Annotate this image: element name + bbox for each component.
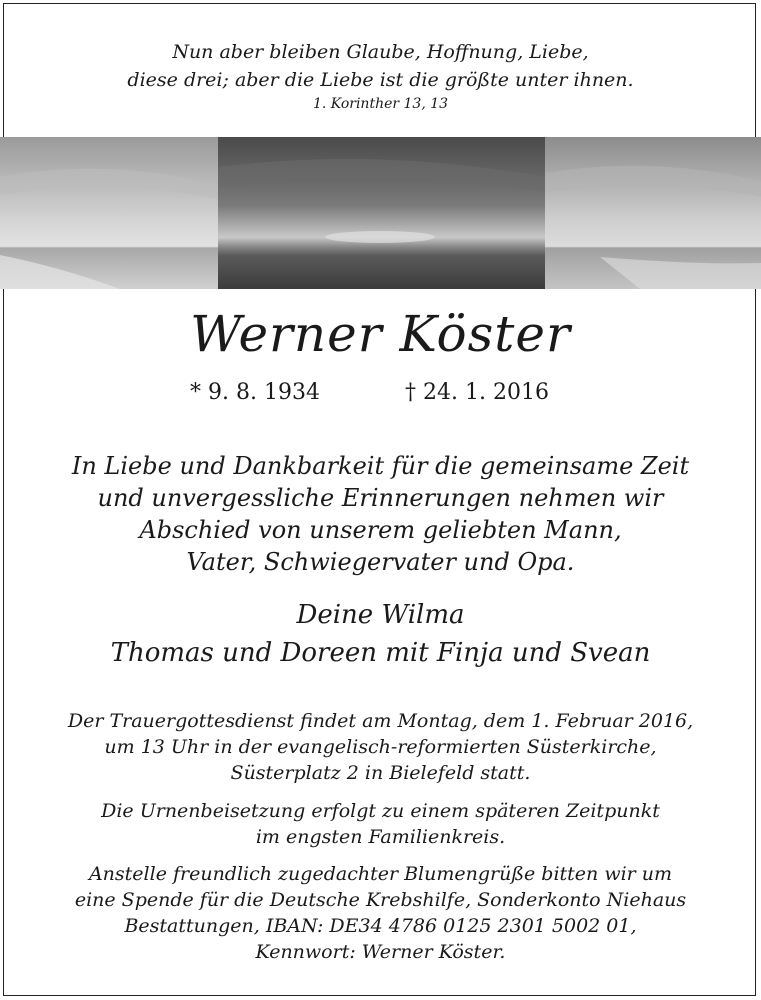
verse-reference: 1. Korinther 13, 13 xyxy=(312,96,449,112)
mourner-line: Thomas und Doreen mit Finja und Svean xyxy=(110,638,651,668)
message-line: Vater, Schwiegervater und Opa. xyxy=(186,548,575,576)
service-line: Süsterplatz 2 in Bielefeld statt. xyxy=(230,762,531,784)
birth-date: * 9. 8. 1934 xyxy=(190,380,320,405)
donation-line: eine Spende für die Deutsche Krebshilfe, Sonderkonto Niehaus xyxy=(74,889,687,911)
mourner-line: Deine Wilma xyxy=(296,600,465,630)
burial-line: Die Urnenbeisetzung erfolgt zu einem späteren Zeitpunkt xyxy=(101,800,660,822)
verse-line: diese drei; aber die Liebe ist die größte unter ihnen. xyxy=(127,69,634,91)
sea-photo-banner xyxy=(0,137,761,289)
seascape-image xyxy=(0,137,761,289)
burial-info xyxy=(0,798,761,850)
mourners xyxy=(0,596,761,672)
farewell-message xyxy=(0,450,761,578)
burial-line: im engsten Familienkreis. xyxy=(255,826,506,848)
message-line: und unvergessliche Erinnerungen nehmen wir xyxy=(97,484,664,512)
service-info xyxy=(0,708,761,786)
donation-line: Kennwort: Werner Köster. xyxy=(255,941,506,963)
donation-line: Anstelle freundlich zugedachter Blumengrüße bitten wir um xyxy=(88,863,673,885)
deceased-name: Werner Köster xyxy=(190,305,571,363)
death-date: † 24. 1. 2016 xyxy=(405,380,549,405)
message-line: Abschied von unserem geliebten Mann, xyxy=(139,516,622,544)
donation-info xyxy=(0,861,761,965)
verse-line: Nun aber bleiben Glaube, Hoffnung, Liebe, xyxy=(172,41,589,63)
donation-line: Bestattungen, IBAN: DE34 4786 0125 2301 5002 01, xyxy=(124,915,637,937)
service-line: um 13 Uhr in der evangelisch-reformierten Süsterkirche, xyxy=(104,736,657,758)
message-line: In Liebe und Dankbarkeit für die gemeinsame Zeit xyxy=(71,452,690,480)
service-line: Der Trauergottesdienst findet am Montag, dem 1. Februar 2016, xyxy=(67,710,694,732)
bible-verse xyxy=(0,38,761,112)
